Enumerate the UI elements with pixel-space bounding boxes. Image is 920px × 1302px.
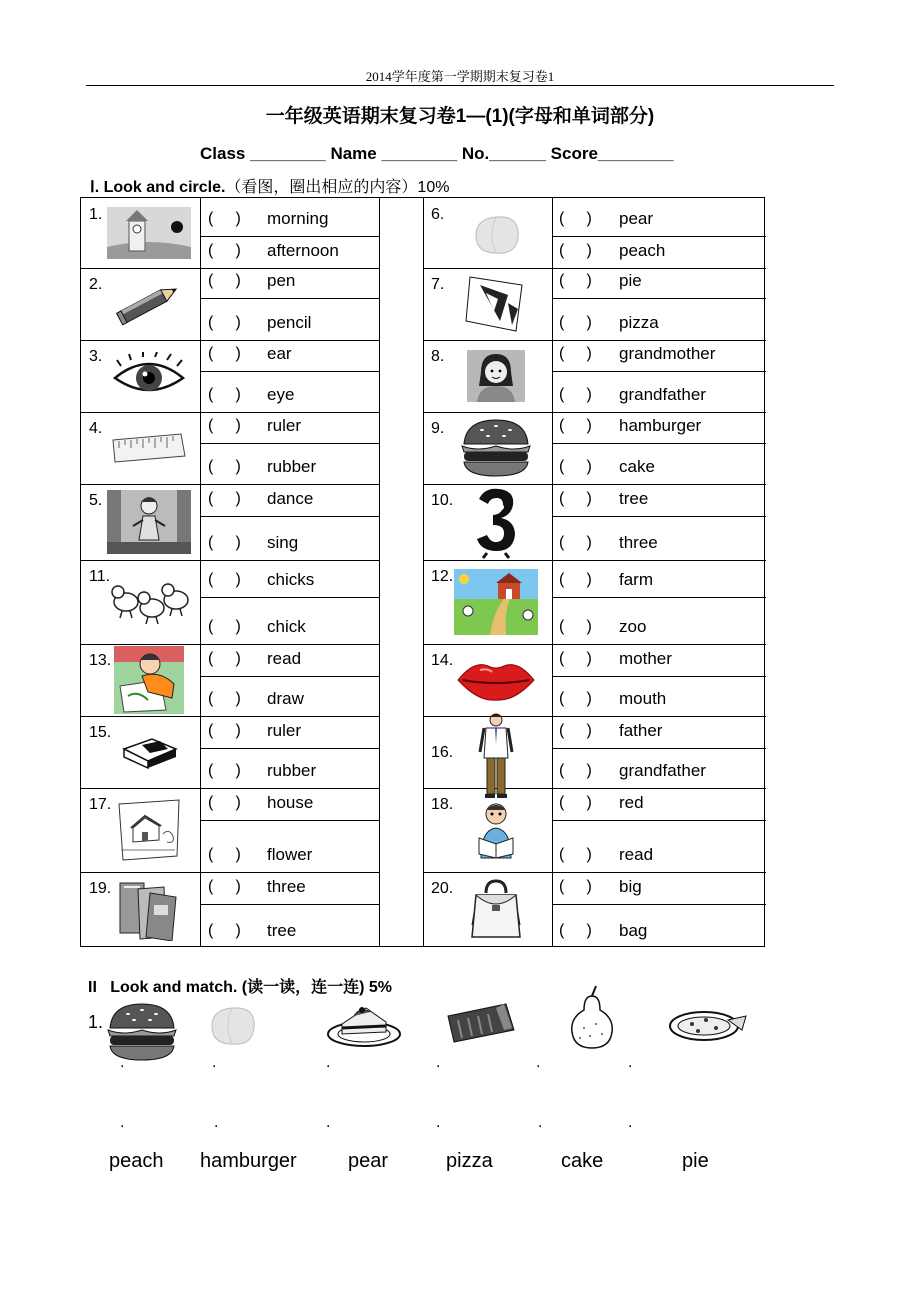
option-divider: [552, 443, 766, 444]
page-header: 2014学年度第一学期期末复习卷1: [365, 69, 555, 84]
option-word: ear: [267, 344, 292, 363]
option-word: hamburger: [619, 416, 702, 435]
clock-tower-icon: [107, 207, 191, 264]
option-word: zoo: [619, 617, 647, 636]
option-word: rubber: [267, 457, 317, 476]
answer-paren[interactable]: ( ): [559, 534, 592, 551]
table-row-line: [423, 644, 766, 645]
rubber-icon: [120, 735, 178, 774]
table-column-line: [552, 198, 553, 946]
father-icon: [478, 712, 514, 803]
ruler-icon: [111, 430, 187, 471]
match-word: cake: [561, 1150, 604, 1172]
answer-paren[interactable]: ( ): [208, 534, 241, 551]
eye-icon: [111, 352, 187, 405]
house-drawing-icon: [113, 798, 185, 867]
question-number: 16.: [431, 744, 454, 761]
farm-icon: [454, 569, 538, 640]
question-number: 7.: [431, 276, 445, 293]
option-word: pencil: [267, 313, 312, 332]
option-word: ruler: [267, 416, 302, 435]
table-row-line: [423, 412, 766, 413]
answer-paren[interactable]: ( ): [559, 272, 592, 289]
option-divider: [200, 443, 379, 444]
option-divider: [200, 298, 379, 299]
option-divider: [552, 820, 766, 821]
question-number: 2.: [89, 276, 103, 293]
answer-paren[interactable]: ( ): [559, 794, 592, 811]
match-word: pear: [348, 1150, 389, 1172]
option-divider: [200, 371, 379, 372]
question-number: 15.: [89, 724, 112, 741]
answer-paren[interactable]: ( ): [559, 490, 592, 507]
answer-paren[interactable]: ( ): [559, 345, 592, 362]
match-word: hamburger: [200, 1150, 297, 1172]
match-dot-bottom[interactable]: .: [214, 1114, 219, 1131]
table-row-line: [81, 412, 379, 413]
answer-paren[interactable]: ( ): [208, 794, 241, 811]
page-title: 一年级英语期末复习卷1—(1)(字母和单词部分): [265, 106, 655, 127]
section-1-instruction: （看图，圈出相应的内容）10%: [225, 179, 450, 196]
peach-icon: [468, 209, 524, 262]
table-row-line: [423, 788, 766, 789]
table-row-line: [81, 484, 379, 485]
question-number: 19.: [89, 880, 112, 897]
option-word: pizza: [619, 313, 659, 332]
option-word: tree: [619, 489, 649, 508]
question-number: 10.: [431, 492, 454, 509]
singing-girl-icon: [107, 490, 191, 559]
option-divider: [552, 298, 766, 299]
question-number: 11.: [89, 568, 111, 585]
option-word: pen: [267, 271, 296, 290]
match-dot-top[interactable]: .: [628, 1054, 633, 1071]
answer-paren[interactable]: ( ): [559, 922, 592, 939]
match-dot-top[interactable]: .: [120, 1054, 125, 1071]
option-divider: [200, 516, 379, 517]
question-number: 20.: [431, 880, 454, 897]
chocolate-bar-icon: [444, 1000, 516, 1051]
option-word: grandfather: [619, 761, 706, 780]
table-row-line: [81, 788, 379, 789]
answer-paren[interactable]: ( ): [208, 618, 241, 635]
match-word: pizza: [446, 1150, 493, 1172]
option-divider: [552, 371, 766, 372]
option-word: cake: [619, 457, 655, 476]
option-word: three: [619, 533, 658, 552]
section-2-heading: II Look and match. (读一读，连一连) 5%: [88, 979, 393, 996]
match-dot-bottom[interactable]: .: [120, 1114, 125, 1131]
match-dot-bottom[interactable]: .: [628, 1114, 633, 1131]
table-row-line: [423, 872, 766, 873]
table-column-line: [379, 198, 380, 946]
question-number: 13.: [89, 652, 112, 669]
match-word: pie: [682, 1150, 709, 1172]
option-divider: [552, 676, 766, 677]
header-divider: [86, 85, 834, 86]
question-number: 5.: [89, 492, 103, 509]
option-divider: [200, 748, 379, 749]
pizza-icon: [666, 1004, 748, 1049]
match-dot-top[interactable]: .: [436, 1054, 441, 1071]
chicks-icon: [104, 578, 194, 631]
hamburger-icon: [458, 416, 534, 485]
option-word: sing: [267, 533, 299, 552]
option-divider: [552, 904, 766, 905]
answer-paren[interactable]: ( ): [208, 571, 241, 588]
table-column-line: [423, 198, 424, 946]
match-dot-top[interactable]: .: [536, 1054, 541, 1071]
reading-boy-icon: [473, 800, 519, 865]
answer-paren[interactable]: ( ): [208, 690, 241, 707]
number-three-icon: [471, 485, 521, 564]
option-word: mouth: [619, 689, 667, 708]
option-word: house: [267, 793, 314, 812]
option-word: big: [619, 877, 642, 896]
drawing-boy-icon: [114, 646, 184, 719]
option-word: bag: [619, 921, 648, 940]
option-word: grandfather: [619, 385, 706, 404]
option-word: tree: [267, 921, 297, 940]
table-row-line: [423, 268, 766, 269]
option-word: ruler: [267, 721, 302, 740]
table-row-line: [423, 340, 766, 341]
pizza-box-icon: [464, 273, 528, 340]
match-dot-bottom[interactable]: .: [538, 1114, 543, 1131]
answer-paren[interactable]: ( ): [208, 846, 241, 863]
table-row-line: [81, 560, 379, 561]
question-number: 3.: [89, 348, 103, 365]
match-dot-top[interactable]: .: [326, 1054, 331, 1071]
question-number: 1.: [89, 206, 103, 223]
option-word: draw: [267, 689, 304, 708]
look-and-circle-table: [80, 197, 765, 947]
answer-paren[interactable]: ( ): [559, 458, 592, 475]
table-column-line: [200, 198, 201, 946]
option-word: mother: [619, 649, 672, 668]
pencil-icon: [114, 279, 184, 334]
option-divider: [552, 516, 766, 517]
option-divider: [200, 236, 379, 237]
answer-paren[interactable]: ( ): [559, 618, 592, 635]
answer-paren[interactable]: ( ): [208, 314, 241, 331]
answer-paren[interactable]: ( ): [208, 458, 241, 475]
question-number: 6.: [431, 206, 445, 223]
mouth-icon: [454, 656, 538, 709]
answer-paren[interactable]: ( ): [208, 922, 241, 939]
table-row-line: [81, 872, 379, 873]
option-word: grandmother: [619, 344, 716, 363]
answer-paren[interactable]: ( ): [208, 386, 241, 403]
option-word: dance: [267, 489, 314, 508]
question-number: 17.: [89, 796, 112, 813]
answer-paren[interactable]: ( ): [208, 878, 241, 895]
option-divider: [200, 820, 379, 821]
match-dot-top[interactable]: .: [212, 1054, 217, 1071]
table-row-line: [81, 268, 379, 269]
option-divider: [552, 748, 766, 749]
answer-paren[interactable]: ( ): [208, 210, 241, 227]
match-dot-bottom[interactable]: .: [436, 1114, 441, 1131]
section-1-title: Ⅰ. Look and circle.: [90, 179, 226, 196]
peach-icon: [204, 1000, 260, 1053]
option-word: morning: [267, 209, 329, 228]
question-number: 8.: [431, 348, 445, 365]
bag-icon: [468, 877, 524, 948]
option-word: chicks: [267, 570, 315, 589]
section-1-heading: [90, 174, 449, 197]
table-row-line: [81, 644, 379, 645]
question-number: 14.: [431, 652, 454, 669]
answer-paren[interactable]: ( ): [208, 490, 241, 507]
answer-paren[interactable]: ( ): [208, 650, 241, 667]
answer-paren[interactable]: ( ): [559, 210, 592, 227]
option-word: farm: [619, 570, 653, 589]
option-word: read: [619, 845, 654, 864]
option-word: read: [267, 649, 302, 668]
answer-paren[interactable]: ( ): [559, 314, 592, 331]
answer-paren[interactable]: ( ): [208, 722, 241, 739]
answer-paren[interactable]: ( ): [559, 878, 592, 895]
answer-paren[interactable]: ( ): [559, 762, 592, 779]
answer-paren[interactable]: ( ): [208, 242, 241, 259]
option-divider: [200, 597, 379, 598]
option-divider: [552, 597, 766, 598]
option-word: three: [267, 877, 306, 896]
answer-paren[interactable]: ( ): [559, 846, 592, 863]
option-word: chick: [267, 617, 306, 636]
answer-paren[interactable]: ( ): [559, 417, 592, 434]
table-row-line: [81, 340, 379, 341]
option-word: afternoon: [267, 241, 339, 260]
student-info-line: Class ________ Name ________ No.______ Score________: [200, 144, 674, 163]
answer-paren[interactable]: ( ): [559, 386, 592, 403]
answer-paren[interactable]: ( ): [208, 417, 241, 434]
option-word: eye: [267, 385, 295, 404]
option-word: red: [619, 793, 644, 812]
answer-paren[interactable]: ( ): [559, 690, 592, 707]
question-number: 12.: [431, 568, 454, 585]
answer-paren[interactable]: ( ): [559, 571, 592, 588]
option-divider: [200, 676, 379, 677]
option-word: peach: [619, 241, 666, 260]
option-word: flower: [267, 845, 313, 864]
cake-icon: [326, 1002, 402, 1053]
option-word: pear: [619, 209, 654, 228]
answer-paren[interactable]: ( ): [208, 345, 241, 362]
answer-paren[interactable]: ( ): [559, 722, 592, 739]
option-word: pie: [619, 271, 642, 290]
answer-paren[interactable]: ( ): [559, 242, 592, 259]
answer-paren[interactable]: ( ): [208, 272, 241, 289]
option-word: father: [619, 721, 663, 740]
question-number: 9.: [431, 420, 445, 437]
question-number: 4.: [89, 420, 103, 437]
option-word: rubber: [267, 761, 317, 780]
match-number: 1.: [88, 1012, 104, 1032]
option-divider: [552, 236, 766, 237]
option-divider: [200, 904, 379, 905]
match-dot-bottom[interactable]: .: [326, 1114, 331, 1131]
books-icon: [114, 879, 184, 946]
hamburger-icon: [104, 1000, 180, 1069]
grandmother-icon: [467, 350, 525, 407]
pear-icon: [566, 984, 618, 1055]
answer-paren[interactable]: ( ): [208, 762, 241, 779]
table-row-line: [423, 716, 766, 717]
question-number: 18.: [431, 796, 454, 813]
match-word: peach: [109, 1150, 164, 1172]
answer-paren[interactable]: ( ): [559, 650, 592, 667]
